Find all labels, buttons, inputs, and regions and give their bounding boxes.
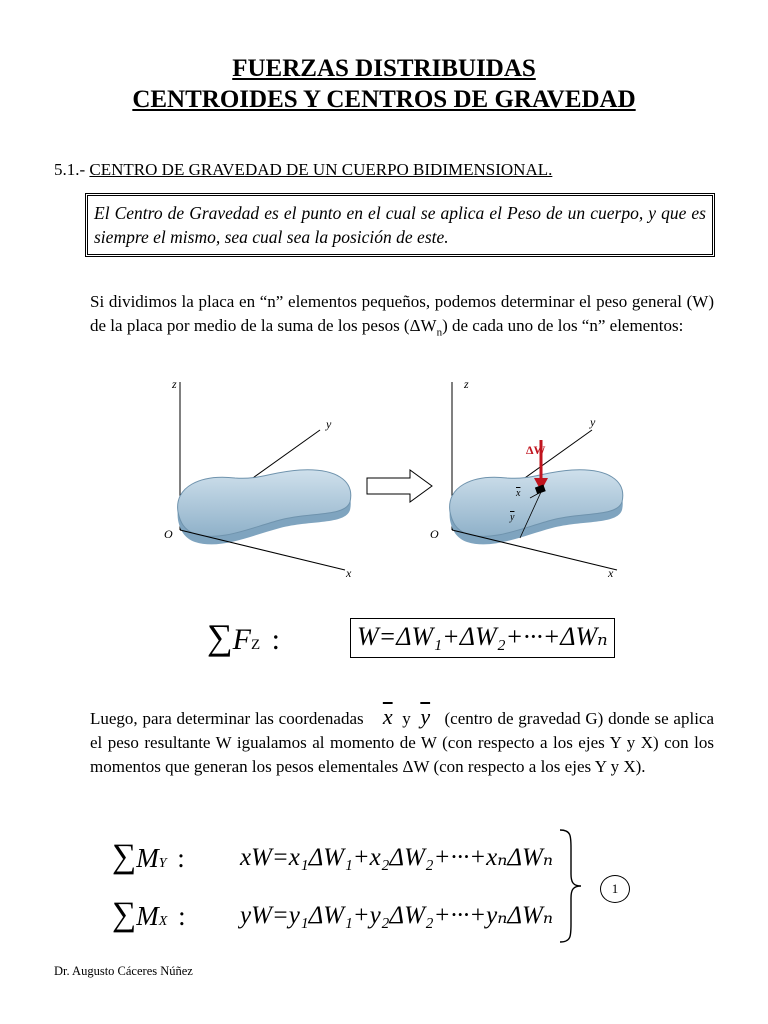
mx-label-letter: M — [136, 901, 159, 931]
my-equation-label — [112, 838, 185, 876]
left-diagram — [164, 377, 352, 580]
paragraph-moments-y-conj: y — [402, 709, 411, 728]
transition-arrow-icon — [367, 470, 432, 502]
mx-equation-formula: yW=y₁ΔW₁+y₂ΔW₂+···+yₙΔWₙ — [240, 902, 553, 929]
page-footer-author: Dr. Augusto Cáceres Núñez — [54, 964, 193, 978]
right-label-dw: ΔW — [526, 443, 546, 457]
mx-label-colon: : — [178, 901, 186, 931]
right-label-y: y — [590, 415, 596, 429]
my-label-letter: M — [136, 843, 159, 873]
my-equation-formula: xW=x₁ΔW₁+x₂ΔW₂+···+xₙΔWₙ — [240, 844, 553, 871]
sigma-icon: ∑ — [207, 617, 233, 657]
right-label-z: z — [464, 377, 469, 391]
my-label-colon: : — [177, 843, 185, 873]
right-label-o: O — [430, 527, 439, 541]
paragraph-elements-text-b: ) de cada uno de los “n” elementos: — [442, 316, 684, 335]
paragraph-moments-ybar: $\overline{y}$ — [420, 704, 431, 729]
plate-figure — [160, 370, 630, 585]
definition-text: El Centro de Gravedad es el punto en el cual se aplica el Peso de un cuerpo, y que es siempre el mismo, sea cual sea la posición de este. — [94, 203, 706, 247]
fz-label-sub: Z — [251, 637, 261, 653]
section-number: 5.1.- — [54, 160, 86, 179]
mx-equation-label — [112, 896, 186, 934]
right-diagram — [430, 377, 623, 580]
section-heading — [54, 160, 552, 180]
paragraph-moments-xbar: $\overline{x}$ — [382, 704, 393, 729]
paragraph-elements-text-a: Si dividimos la placa en “n” elementos pequeños, podemos determinar el peso general (W) de la placa por medio de la suma de los pesos (ΔW — [90, 292, 714, 335]
fz-equation-label — [207, 616, 280, 658]
paragraph-elements — [90, 290, 714, 344]
my-label-sub: Y — [158, 856, 167, 871]
right-x-axis — [452, 530, 617, 570]
paragraph-moments-part2: (centro de gravedad G) donde se aplica el peso resultante W igualamos al momento de W (con respecto a los ejes Y y X) con los momentos que generan los pesos elementales ΔW (con respecto a los ejes Y y X). — [90, 709, 715, 776]
sigma-icon: ∑ — [112, 838, 137, 875]
fz-label-letter: F — [232, 623, 251, 656]
sigma-icon: ∑ — [112, 896, 137, 933]
mx-label-sub: X — [158, 914, 168, 929]
right-label-ybar: y — [510, 512, 515, 523]
right-label-x: x — [608, 566, 614, 580]
fz-equation-formula: W=ΔW₁+ΔW₂+···+ΔWₙ — [350, 618, 615, 658]
left-label-z: z — [172, 377, 177, 391]
page-title-line-1: FUERZAS DISTRIBUIDAS — [232, 55, 536, 82]
paragraph-moments — [90, 705, 714, 779]
definition-box — [85, 193, 715, 257]
paragraph-elements-sub: n — [436, 326, 443, 339]
section-title: CENTRO DE GRAVEDAD DE UN CUERPO BIDIMENSIONAL. — [89, 160, 553, 179]
right-brace-icon — [555, 826, 585, 946]
left-label-o: O — [164, 527, 173, 541]
left-label-y: y — [326, 417, 332, 431]
equation-number-badge: 1 — [600, 875, 630, 903]
paragraph-moments-part1: Luego, para determinar las coordenadas — [90, 709, 364, 728]
left-x-axis — [180, 530, 345, 570]
page-title-line-2: CENTROIDES Y CENTROS DE GRAVEDAD — [132, 86, 636, 113]
fz-label-colon: : — [271, 623, 281, 656]
left-label-x: x — [346, 566, 352, 580]
right-label-xbar: x — [516, 488, 521, 499]
